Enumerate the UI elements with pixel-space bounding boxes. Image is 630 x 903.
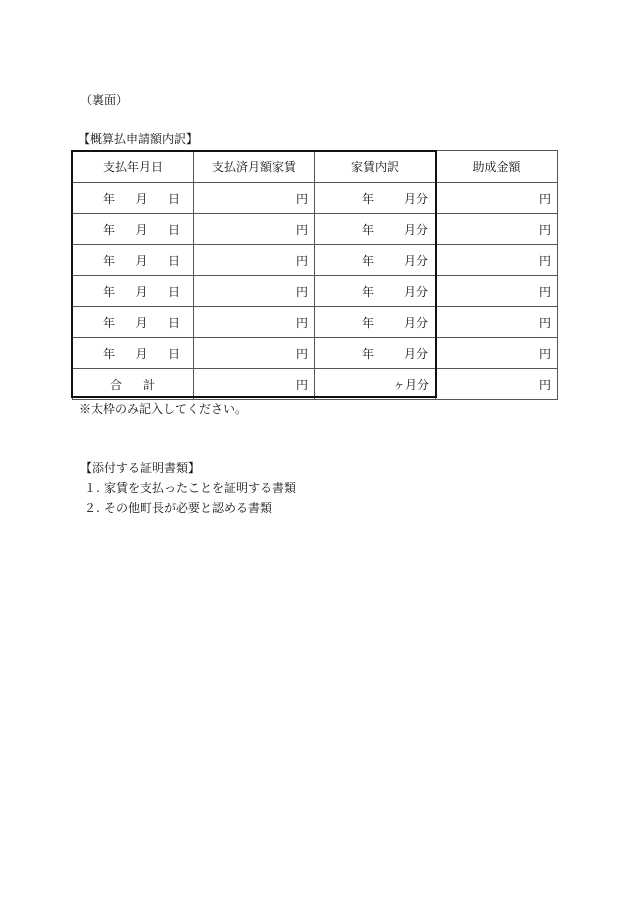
- table-row: [73, 338, 558, 369]
- subsidy-amount-cell: [436, 183, 558, 214]
- yen-unit: 円: [538, 191, 551, 206]
- attachment-number: １.: [84, 481, 100, 495]
- payment-date-cell[interactable]: [73, 214, 194, 245]
- subsidy-amount-cell: [436, 245, 558, 276]
- header-payment-date: 支払年月日: [73, 151, 194, 183]
- paid-rent-cell[interactable]: [194, 245, 315, 276]
- payment-date-cell[interactable]: [73, 245, 194, 276]
- attachment-item: [84, 501, 272, 515]
- month-label: 月: [135, 222, 148, 237]
- yen-unit: 円: [295, 253, 308, 268]
- yen-unit: 円: [295, 191, 308, 206]
- year-label: 年: [361, 191, 374, 206]
- month-suffix: 月分: [403, 191, 428, 206]
- day-label: 日: [167, 346, 180, 361]
- subsidy-amount-cell: [436, 338, 558, 369]
- rent-breakdown-cell[interactable]: [315, 338, 436, 369]
- month-label: 月: [135, 315, 148, 330]
- attachment-text: その他町長が必要と認める書類: [104, 501, 273, 515]
- subsidy-amount-cell: [436, 276, 558, 307]
- table-row: [73, 245, 558, 276]
- header-rent-breakdown: 家賃内訳: [315, 151, 436, 183]
- rent-breakdown-cell[interactable]: [315, 307, 436, 338]
- year-label: 年: [361, 253, 374, 268]
- payment-date-cell[interactable]: [73, 183, 194, 214]
- yen-unit: 円: [295, 222, 308, 237]
- header-paid-rent: 支払済月額家賃: [194, 151, 315, 183]
- side-label: （裏面）: [80, 93, 129, 107]
- rent-breakdown-cell[interactable]: [315, 183, 436, 214]
- paid-rent-cell[interactable]: [194, 276, 315, 307]
- yen-unit: 円: [538, 346, 551, 361]
- paid-rent-cell[interactable]: [194, 338, 315, 369]
- total-label-part: 合: [110, 377, 123, 392]
- year-label: 年: [103, 315, 116, 330]
- paid-rent-cell[interactable]: [194, 307, 315, 338]
- yen-unit: 円: [295, 377, 308, 392]
- table-body: [73, 183, 558, 400]
- total-rent-cell[interactable]: [194, 369, 315, 400]
- day-label: 日: [167, 191, 180, 206]
- total-label-cell: [73, 369, 194, 400]
- table-row: [73, 307, 558, 338]
- paid-rent-cell[interactable]: [194, 183, 315, 214]
- month-suffix: 月分: [403, 315, 428, 330]
- attachment-item: [84, 481, 296, 495]
- attachment-number: ２.: [84, 501, 100, 515]
- yen-unit: 円: [538, 284, 551, 299]
- year-label: 年: [361, 284, 374, 299]
- month-suffix: 月分: [403, 253, 428, 268]
- year-label: 年: [103, 284, 116, 299]
- day-label: 日: [167, 315, 180, 330]
- table-title: 【概算払申請額内訳】: [78, 132, 199, 146]
- payment-date-cell[interactable]: [73, 307, 194, 338]
- yen-unit: 円: [538, 253, 551, 268]
- rent-breakdown-cell[interactable]: [315, 276, 436, 307]
- total-subsidy-cell: [436, 369, 558, 400]
- yen-unit: 円: [538, 315, 551, 330]
- month-label: 月: [135, 253, 148, 268]
- table-row: [73, 183, 558, 214]
- month-label: 月: [135, 284, 148, 299]
- subsidy-amount-cell: [436, 214, 558, 245]
- rent-breakdown-cell[interactable]: [315, 245, 436, 276]
- attachments-title: 【添付する証明書類】: [80, 461, 201, 475]
- payment-date-cell[interactable]: [73, 338, 194, 369]
- application-breakdown-table: [72, 150, 558, 400]
- total-months-cell[interactable]: [315, 369, 436, 400]
- attachment-text: 家賃を支払ったことを証明する書類: [104, 481, 297, 495]
- yen-unit: 円: [538, 222, 551, 237]
- payment-date-cell[interactable]: [73, 276, 194, 307]
- year-label: 年: [103, 346, 116, 361]
- table-header-row: [73, 151, 558, 183]
- month-label: 月: [135, 346, 148, 361]
- fill-in-note: ※太枠のみ記入してください。: [79, 402, 248, 416]
- month-label: 月: [135, 191, 148, 206]
- header-subsidy-amount: 助成金額: [436, 151, 558, 183]
- yen-unit: 円: [295, 315, 308, 330]
- day-label: 日: [167, 253, 180, 268]
- day-label: 日: [167, 284, 180, 299]
- day-label: 日: [167, 222, 180, 237]
- total-label-part: 計: [142, 377, 155, 392]
- yen-unit: 円: [295, 346, 308, 361]
- months-unit: ヶ月分: [392, 377, 429, 392]
- year-label: 年: [361, 346, 374, 361]
- year-label: 年: [361, 222, 374, 237]
- year-label: 年: [361, 315, 374, 330]
- yen-unit: 円: [295, 284, 308, 299]
- year-label: 年: [103, 253, 116, 268]
- paid-rent-cell[interactable]: [194, 214, 315, 245]
- year-label: 年: [103, 222, 116, 237]
- table-row: [73, 276, 558, 307]
- subsidy-amount-cell: [436, 307, 558, 338]
- month-suffix: 月分: [403, 346, 428, 361]
- year-label: 年: [103, 191, 116, 206]
- yen-unit: 円: [538, 377, 551, 392]
- month-suffix: 月分: [403, 222, 428, 237]
- month-suffix: 月分: [403, 284, 428, 299]
- rent-breakdown-cell[interactable]: [315, 214, 436, 245]
- total-row: [73, 369, 558, 400]
- table-row: [73, 214, 558, 245]
